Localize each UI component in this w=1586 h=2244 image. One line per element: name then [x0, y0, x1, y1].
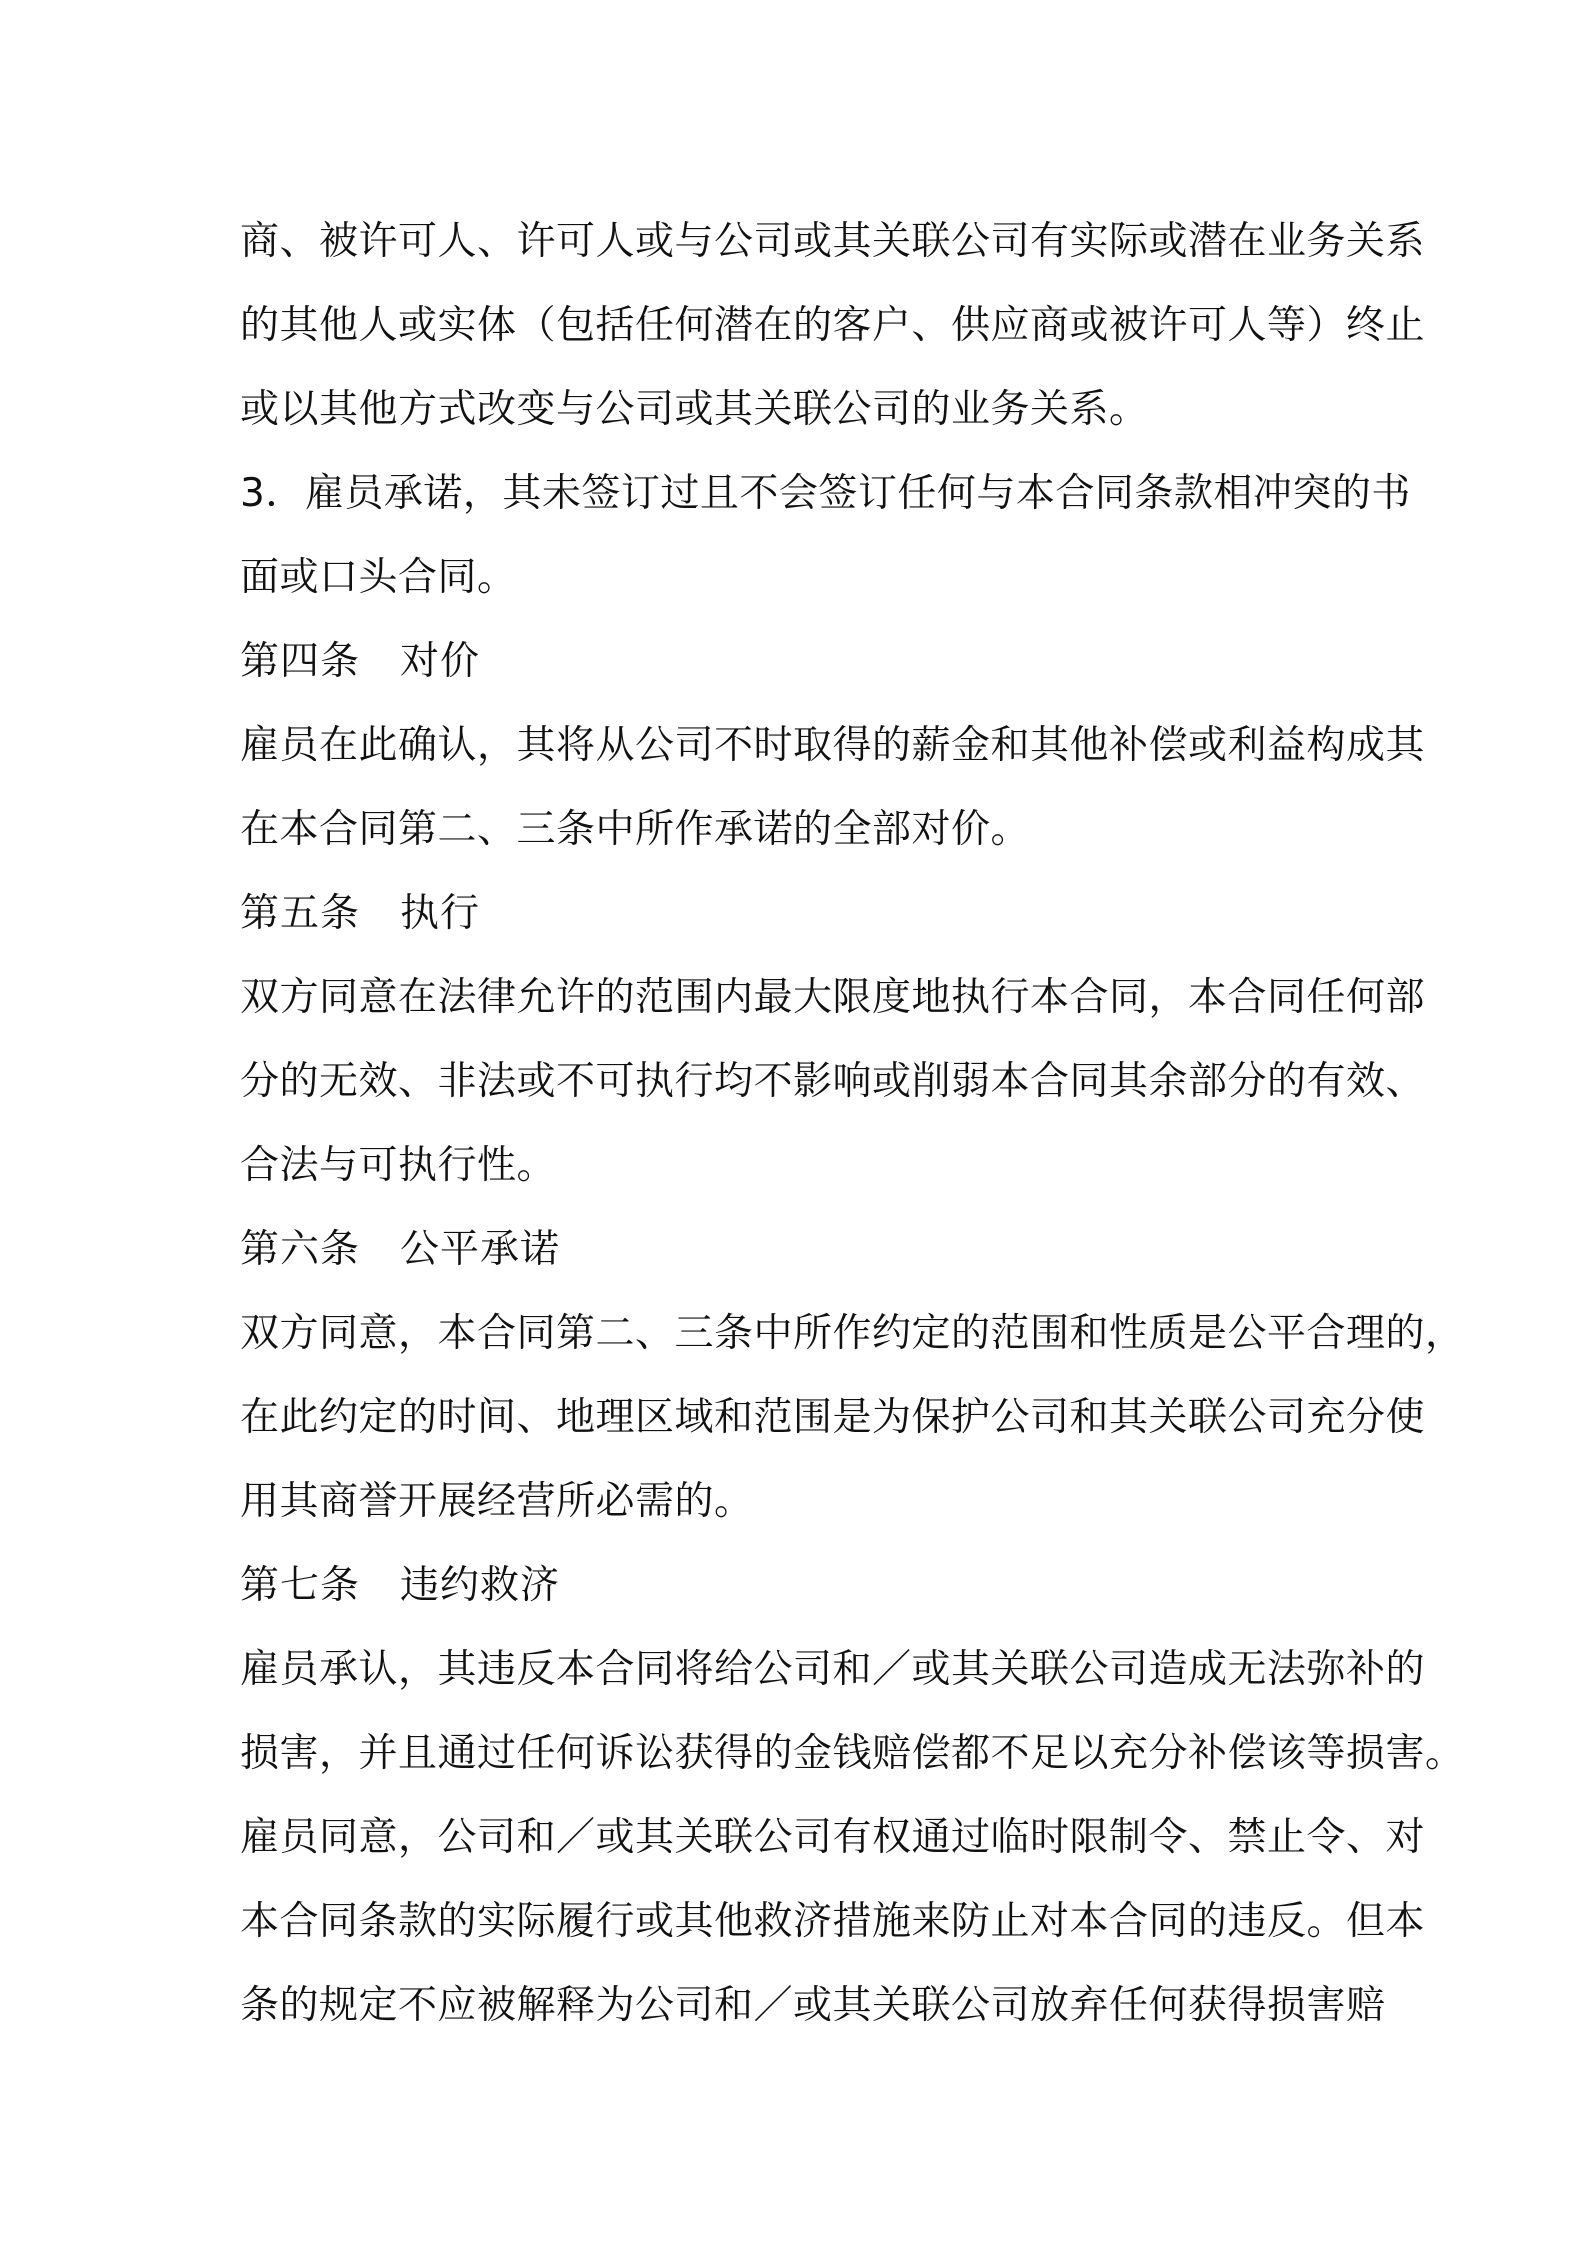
- document-body: [240, 200, 1465, 2048]
- article-7-heading: 第七条 违约救济: [240, 1563, 561, 1608]
- clause-3-line: 3．雇员承诺，其未签订过且不会签订任何与本合同条款相冲突的书: [240, 471, 1411, 516]
- text-line: 或以其他方式改变与公司或其关联公司的业务关系。: [240, 387, 1149, 432]
- text-line: 双方同意，本合同第二、三条中所作约定的范围和性质是公平合理的，: [240, 1311, 1465, 1356]
- text-line: 在本合同第二、三条中所作承诺的全部对价。: [240, 807, 1031, 852]
- text-line: 双方同意在法律允许的范围内最大限度地执行本合同，本合同任何部: [240, 975, 1426, 1020]
- text-line: 在此约定的时间、地理区域和范围是为保护公司和其关联公司充分使: [240, 1395, 1426, 1440]
- text-line: 面或口头合同。: [240, 555, 517, 600]
- text-line: 分的无效、非法或不可执行均不影响或削弱本合同其余部分的有效、: [240, 1059, 1426, 1104]
- article-4-heading: 第四条 对价: [240, 639, 481, 684]
- text-line: 商、被许可人、许可人或与公司或其关联公司有实际或潜在业务关系: [240, 219, 1426, 264]
- text-line: 合法与可执行性。: [240, 1143, 557, 1188]
- text-line: 条的规定不应被解释为公司和／或其关联公司放弃任何获得损害赔: [240, 1983, 1386, 2028]
- article-6-heading: 第六条 公平承诺: [240, 1227, 561, 1272]
- text-line: 雇员同意，公司和／或其关联公司有权通过临时限制令、禁止令、对: [240, 1815, 1426, 1860]
- text-line: 用其商誉开展经营所必需的。: [240, 1479, 754, 1524]
- text-line: 的其他人或实体（包括任何潜在的客户、供应商或被许可人等）终止: [240, 303, 1426, 348]
- text-line: 雇员承认，其违反本合同将给公司和／或其关联公司造成无法弥补的: [240, 1647, 1426, 1692]
- article-5-heading: 第五条 执行: [240, 891, 481, 936]
- text-line: 雇员在此确认，其将从公司不时取得的薪金和其他补偿或利益构成其: [240, 723, 1426, 768]
- text-line: 损害，并且通过任何诉讼获得的金钱赔偿都不足以充分补偿该等损害。: [240, 1731, 1465, 1776]
- text-line: 本合同条款的实际履行或其他救济措施来防止对本合同的违反。但本: [240, 1899, 1426, 1944]
